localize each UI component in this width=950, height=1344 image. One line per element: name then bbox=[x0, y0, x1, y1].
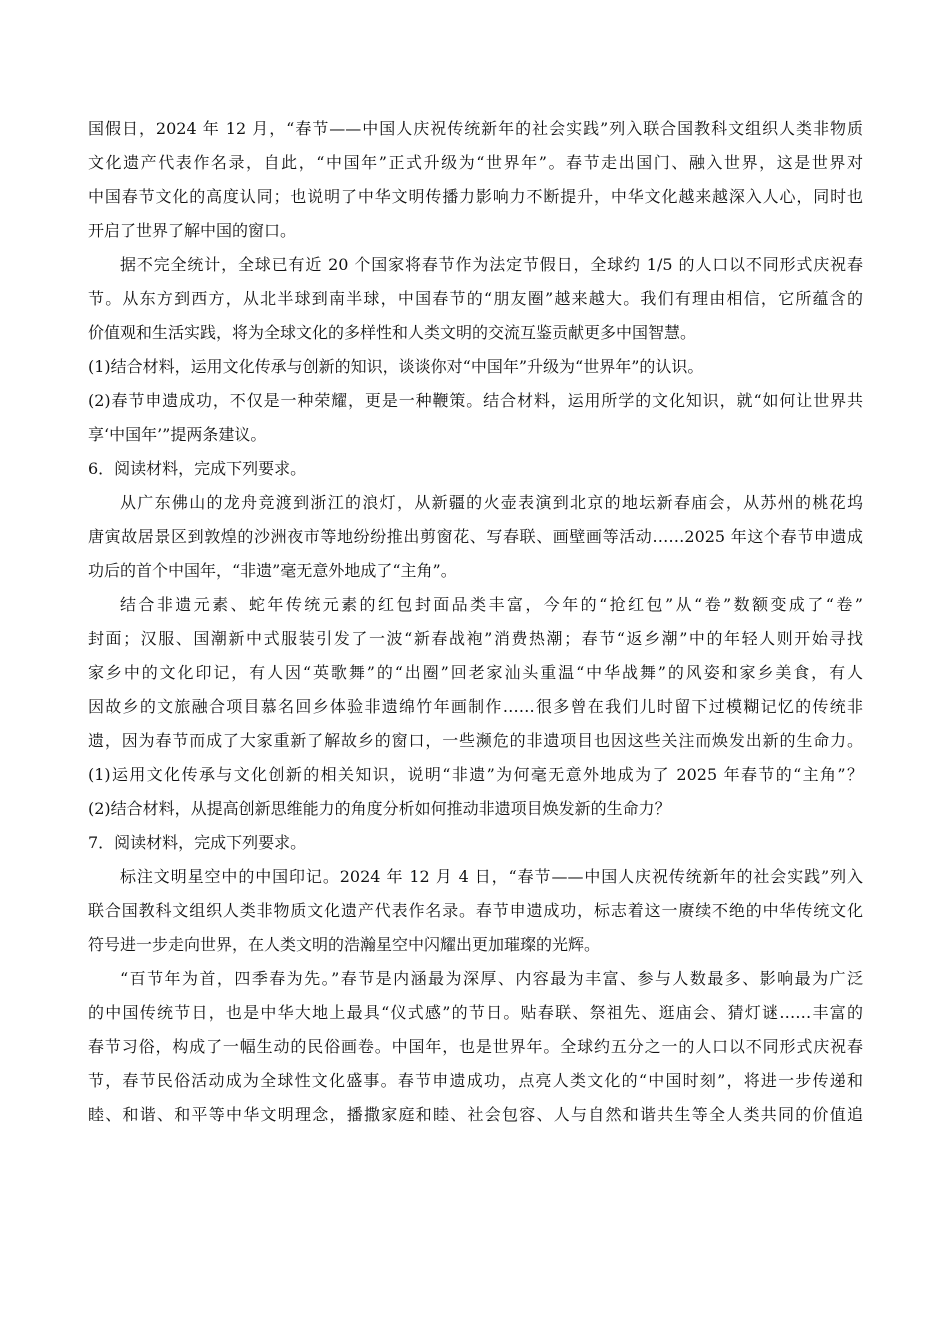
text-line: “百节年为首，四季春为先。”春节是内涵最为深厚、内容最为丰富、参与人数最多、影响最为广泛 bbox=[120, 969, 863, 988]
text-line: 标注文明星空中的中国印记。2024 年 12 月 4 日，“春节——中国人庆祝传统新年的社会实践”列入 bbox=[120, 867, 863, 886]
text-line: 联合国教科文组织人类非物质文化遗产代表作名录。春节申遗成功，标志着这一赓续不绝的中华传统文化 bbox=[88, 901, 863, 920]
text-line: (1)结合材料，运用文化传承与创新的知识，谈谈你对“中国年”升级为“世界年”的认识。 bbox=[88, 357, 704, 376]
text-line: 春节习俗，构成了一幅生动的民俗画卷。中国年，也是世界年。全球约五分之一的人口以不同形式庆祝春 bbox=[88, 1037, 863, 1056]
text-line: 据不完全统计，全球已有近 20 个国家将春节作为法定节假日，全球约 1/5 的人口以不同形式庆祝春 bbox=[120, 255, 863, 274]
text-line: 符号进一步走向世界，在人类文明的浩瀚星空中闪耀出更加璀璨的光辉。 bbox=[88, 935, 601, 954]
text-line: 唐寅故居景区到敦煌的沙洲夜市等地纷纷推出剪窗花、写春联、画壁画等活动……2025 年这个春节申遗成 bbox=[88, 527, 863, 546]
text-line: 节。从东方到西方，从北半球到南半球，中国春节的“朋友圈”越来越大。我们有理由相信，它所蕴含的 bbox=[88, 289, 863, 308]
document-page bbox=[88, 112, 863, 1132]
text-line: 睦、和谐、和平等中华文明理念，播撒家庭和睦、社会包容、人与自然和谐共生等全人类共同的价值追 bbox=[88, 1105, 863, 1124]
text-line: 遗，因为春节而成了大家重新了解故乡的窗口，一些濒危的非遗项目也因这些关注而焕发出新的生命力。 bbox=[88, 731, 863, 750]
text-line: 中国春节文化的高度认同；也说明了中华文明传播力影响力不断提升，中华文化越来越深入人心，同时也 bbox=[88, 187, 863, 206]
text-line: 的中国传统节日，也是中华大地上最具“仪式感”的节日。贴春联、祭祖先、逛庙会、猜灯谜……丰富的 bbox=[88, 1003, 863, 1022]
text-line: 7．阅读材料，完成下列要求。 bbox=[88, 833, 307, 852]
text-line: (1)运用文化传承与文化创新的相关知识，说明“非遗”为何毫无意外地成为了 2025 年春节的“主角”？ bbox=[88, 765, 863, 784]
text-line: 封面；汉服、国潮新中式服装引发了一波“新春战袍”消费热潮；春节“返乡潮”中的年轻人则开始寻找 bbox=[88, 629, 863, 648]
text-line: 家乡中的文化印记，有人因“英歌舞”的“出圈”回老家汕头重温“中华战舞”的风姿和家乡美食，有人 bbox=[88, 663, 863, 682]
text-line: 功后的首个中国年，“非遗”毫无意外地成了“主角”。 bbox=[88, 561, 457, 580]
text-line: 从广东佛山的龙舟竞渡到浙江的浪灯，从新疆的火壶表演到北京的地坛新春庙会，从苏州的桃花坞 bbox=[120, 493, 863, 512]
text-line: 文化遗产代表作名录，自此，“中国年”正式升级为“世界年”。春节走出国门、融入世界，这是世界对 bbox=[88, 153, 863, 172]
text-line: 6．阅读材料，完成下列要求。 bbox=[88, 459, 307, 478]
text-line: (2)结合材料，从提高创新思维能力的角度分析如何推动非遗项目焕发新的生命力？ bbox=[88, 799, 671, 818]
text-line: 国假日，2024 年 12 月，“春节——中国人庆祝传统新年的社会实践”列入联合国教科文组织人类非物质 bbox=[88, 119, 863, 138]
text-line: 享‘中国年’”提两条建议。 bbox=[88, 425, 267, 444]
text-line: 节，春节民俗活动成为全球性文化盛事。春节申遗成功，点亮人类文化的“中国时刻”，将进一步传递和 bbox=[88, 1071, 863, 1090]
text-line: (2)春节申遗成功，不仅是一种荣耀，更是一种鞭策。结合材料，运用所学的文化知识，就“如何让世界共 bbox=[88, 391, 863, 410]
text-line: 结合非遗元素、蛇年传统元素的红包封面品类丰富，今年的“抢红包”从“卷”数额变成了“卷” bbox=[120, 595, 863, 614]
text-line: 价值观和生活实践，将为全球文化的多样性和人类文明的交流互鉴贡献更多中国智慧。 bbox=[88, 323, 697, 342]
text-line: 因故乡的文旅融合项目慕名回乡体验非遗绵竹年画制作……很多曾在我们儿时留下过模糊记忆的传统非 bbox=[88, 697, 863, 716]
text-line: 开启了世界了解中国的窗口。 bbox=[88, 221, 297, 240]
